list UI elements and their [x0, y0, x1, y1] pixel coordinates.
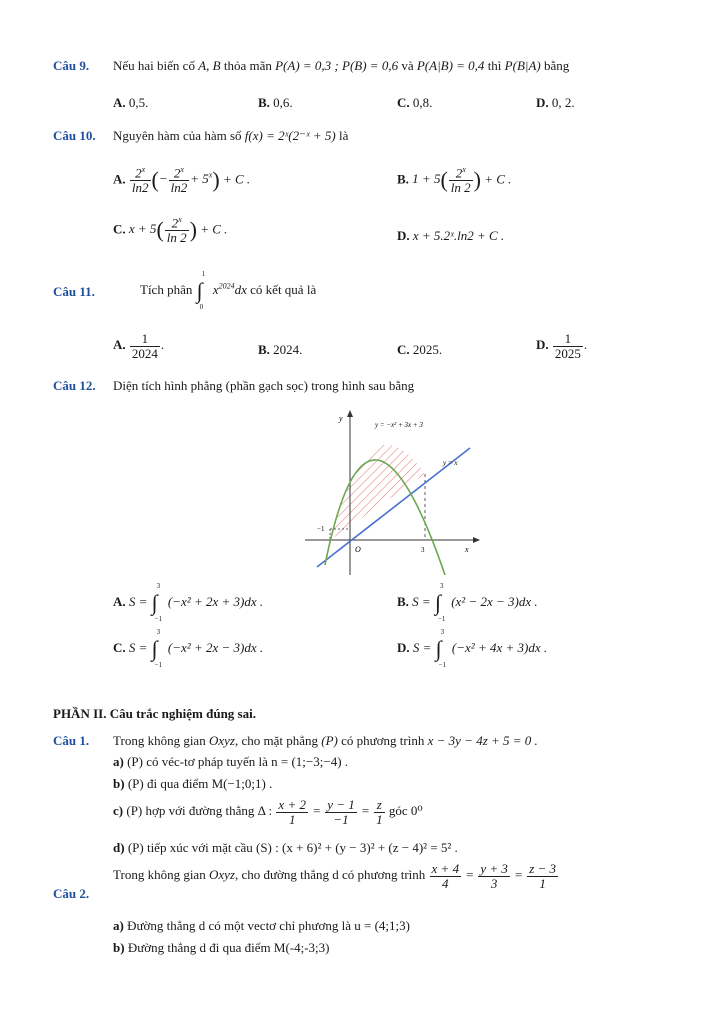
option-text: 0, 2. — [551, 95, 575, 110]
option-label: A. — [113, 337, 126, 353]
q12-label: Câu 12. — [53, 378, 96, 393]
option-label: C. — [397, 342, 410, 357]
q9-option-b[interactable] — [258, 95, 293, 111]
option-integrand: (−x² + 4x + 3)dx . — [451, 639, 548, 655]
q10-option-c[interactable] — [113, 216, 227, 245]
option-label: D. — [397, 228, 410, 243]
option-math: 1 + 5( $\frac{2^x}{\ln 2}$ ) — [412, 165, 481, 195]
q11-option-c[interactable] — [397, 342, 442, 358]
q9-stem-pre: Nếu hai biến cố — [113, 58, 195, 73]
label-parabola: y = −x² + 3x + 3 — [375, 421, 423, 429]
p2-c1-b[interactable] — [113, 776, 272, 792]
option-const: + C . — [222, 171, 251, 187]
option-label: B. — [397, 171, 409, 187]
q9-pa: P(A) = 0,3 ; — [275, 58, 339, 73]
item-text-post: góc 0⁰ — [388, 803, 423, 819]
part2-title: PHẦN II. Câu trắc nghiệm đúng sai. — [53, 706, 256, 721]
p2-c1-a[interactable] — [113, 754, 348, 770]
p2-c1-stem — [113, 733, 538, 749]
item-text: (P) có véc-tơ pháp tuyến là n = (1;−3;−4) . — [127, 754, 349, 769]
item-text-pre: (P) hợp với đường thẳng Δ : — [126, 803, 273, 819]
p2-c2-label: Câu 2. — [53, 886, 90, 901]
item-label: d) — [113, 840, 125, 855]
q9-option-d[interactable] — [536, 95, 575, 111]
item-label: a) — [113, 754, 124, 769]
p2-c2-a[interactable] — [113, 918, 410, 934]
p2-c2-space: Oxyz — [208, 867, 235, 883]
label-tick-3: 3 — [421, 546, 425, 554]
option-math: $\frac{2^x}{\ln 2}$ (− $\frac{2^x}{\ln 2}$ + $5^x$) — [131, 165, 220, 195]
q11-option-b[interactable] — [258, 342, 302, 358]
q10-tail: là — [338, 128, 349, 143]
label-tick-neg1: −1 — [317, 525, 325, 533]
option-label: D. — [536, 337, 549, 353]
x-axis-arrow — [473, 537, 480, 543]
q12-option-d[interactable]: D. S = 3 ∫ −1 (−x² + 4x + 3)dx . — [397, 628, 548, 669]
option-label: B. — [258, 342, 270, 357]
p2-c1-eq: x − 3y − 4z + 5 = 0 . — [427, 733, 538, 748]
option-text: 0,5. — [128, 95, 149, 110]
option-text: 2025. — [412, 342, 443, 357]
option-const: + C . — [200, 221, 228, 237]
q9-then: thì — [487, 58, 502, 73]
q10-option-a[interactable] — [113, 166, 250, 195]
q9-stem — [113, 58, 569, 74]
option-label: A. — [113, 95, 126, 110]
option-text: 0,6. — [273, 95, 293, 110]
label-x-axis: x — [465, 545, 469, 554]
label-line: y = x — [443, 459, 458, 467]
p2-c1-d[interactable] — [113, 840, 458, 856]
q9-option-c[interactable] — [397, 95, 432, 111]
q12-option-c[interactable]: C. S = 3 ∫ −1 (−x² + 2x − 3)dx . — [113, 628, 264, 669]
q10-stem-pre: Nguyên hàm của hàm số — [113, 128, 242, 143]
option-label: A. — [113, 171, 126, 187]
q9-option-a[interactable] — [113, 95, 148, 111]
option-const: + C . — [484, 171, 512, 187]
option-text: 0,8. — [412, 95, 433, 110]
item-text: (P) đi qua điểm M(−1;0;1) . — [127, 776, 273, 791]
q10-label: Câu 10. — [53, 128, 96, 143]
p2-c1-label: Câu 1. — [53, 733, 90, 748]
q12-option-a[interactable]: A. S = 3 ∫ −1 (−x² + 2x + 3)dx . — [113, 582, 264, 623]
line-eq: $\frac{x + 2}{1}$ = $\frac{y - 1}{-1}$ = $\frac{z}{1}$ — [278, 797, 383, 827]
option-label: B. — [258, 95, 270, 110]
q11-stem-tail: có kết quả là — [250, 281, 317, 297]
option-text: x + 5.2ˣ.ln2 + C . — [412, 228, 505, 243]
p2-c2-stem — [113, 862, 559, 890]
option-integrand: (x² − 2x − 3)dx . — [451, 593, 538, 609]
p2-c1-stem-mid2: có phương trình — [341, 733, 425, 748]
q9-pb: P(B) = 0,6 — [342, 58, 399, 73]
q11-option-d[interactable]: D. $\frac{1}{2025}$ . — [536, 331, 588, 361]
p2-c1-c[interactable] — [113, 798, 423, 826]
p2-c1-stem-mid: , cho mặt phẳng — [234, 733, 318, 748]
q12-stem: Diện tích hình phẳng (phần gạch sọc) trong hình sau bằng — [113, 378, 415, 393]
q9-tail: bằng — [543, 58, 570, 73]
q9-stem-ab: A, B — [198, 58, 221, 73]
q12-option-b[interactable]: B. S = 3 ∫ −1 (x² − 2x − 3)dx . — [397, 582, 538, 623]
item-label: b) — [113, 940, 125, 955]
q10-func: f(x) = 2ˣ(2⁻ˣ + 5) — [244, 128, 336, 143]
q12-graph — [305, 405, 485, 575]
item-text: Đường thẳng d có một vectơ chỉ phương là u = (4;1;3) — [127, 918, 410, 933]
q10-stem — [113, 128, 348, 144]
q10-option-d[interactable] — [397, 228, 504, 244]
p2-c2-b[interactable] — [113, 940, 329, 956]
option-label: C. — [113, 639, 126, 655]
option-integrand: (−x² + 2x − 3)dx . — [167, 639, 264, 655]
item-text: Đường thẳng d đi qua điểm M(-4;-3;3) — [127, 940, 330, 955]
option-label: B. — [397, 593, 409, 609]
q9-label: Câu 9. — [53, 58, 90, 73]
q9-and: và — [401, 58, 414, 73]
option-label: D. — [536, 95, 549, 110]
q9-pba: P(B|A) — [504, 58, 541, 73]
p2-c1-stem-pre: Trong không gian — [113, 733, 206, 748]
item-label: c) — [113, 803, 124, 819]
p2-c2-stem-pre: Trong không gian — [113, 867, 206, 883]
q9-pab: P(A|B) = 0,4 — [416, 58, 485, 73]
p2-c2-stem-mid: , cho đường thẳng d có phương trình — [234, 867, 426, 883]
option-label: A. — [113, 593, 126, 609]
option-integrand: (−x² + 2x + 3)dx . — [167, 593, 264, 609]
item-label: b) — [113, 776, 125, 791]
q11-option-a[interactable]: A. $\frac{1}{2024}$ . — [113, 331, 165, 361]
label-y-axis: y — [339, 414, 343, 423]
q10-option-b[interactable] — [397, 166, 511, 195]
item-text: (P) tiếp xúc với mặt cầu (S) : (x + 6)² + (y − 3)² + (z − 4)² = 5² . — [127, 840, 458, 855]
option-label: D. — [397, 639, 410, 655]
item-label: a) — [113, 918, 124, 933]
option-math: x + 5( $\frac{2^x}{\ln 2}$ ) — [128, 215, 197, 245]
option-label: C. — [397, 95, 410, 110]
q11-stem-pre: Tích phân — [140, 281, 193, 297]
option-label: C. — [113, 221, 126, 237]
q9-stem-mid: thỏa mãn — [223, 58, 272, 73]
option-text: 2024. — [273, 342, 303, 357]
y-axis-arrow — [347, 410, 353, 417]
q11-label: Câu 11. — [53, 284, 95, 299]
q11-stem: Tích phân 1 ∫ 0 $x^{2024}dx$ có kết quả là — [140, 270, 317, 311]
p2-c1-space: Oxyz — [208, 733, 235, 748]
line-d-eq: $\frac{x + 4}{4}$ = $\frac{y + 3}{3}$ = $\frac{z - 3}{1}$ — [431, 861, 557, 891]
label-origin: O — [355, 545, 361, 554]
q11-integrand: $x^{2024}dx$ — [212, 281, 247, 297]
p2-c1-plane: (P) — [321, 733, 338, 748]
